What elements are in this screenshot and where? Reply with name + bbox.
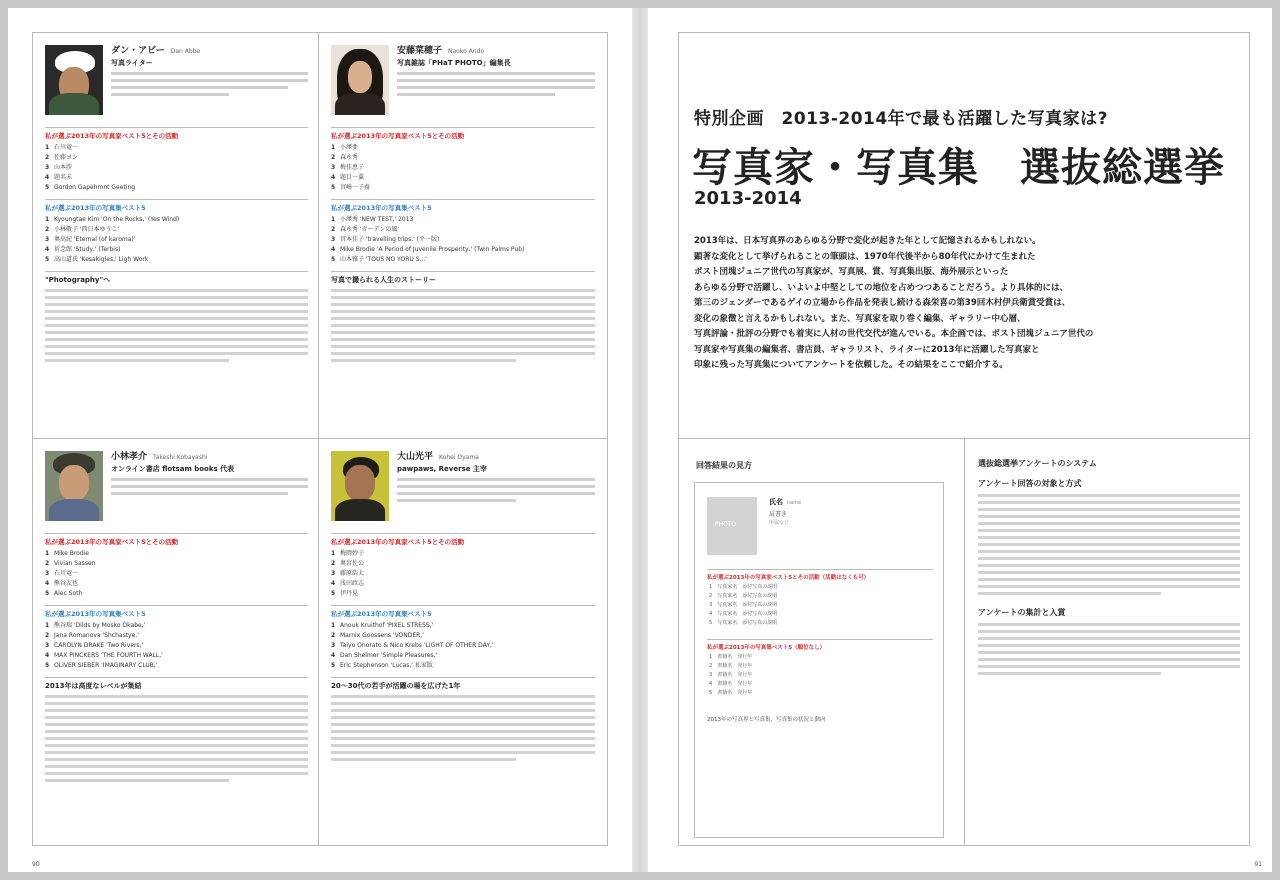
system-subheading-1: アンケート回答の対象と方式 xyxy=(978,479,1082,488)
list-item: 1 石川竜一 xyxy=(45,144,79,151)
list-item: 2 森永秀 xyxy=(331,154,359,161)
how-to-read-heading: 回答結果の見方 xyxy=(696,461,752,470)
best-books-heading: 私が選ぶ2013年の写真集ベスト5 xyxy=(331,605,595,619)
book-list xyxy=(45,215,308,265)
best-books-heading: 私が選ぶ2013年の写真集ベスト5 xyxy=(45,605,308,619)
list-item: 1 写真家名 添付写真の説明 xyxy=(709,584,778,590)
best-photographers-heading: 私が選ぶ2013年の写真家ベスト5とその活動 xyxy=(45,127,308,141)
photographer-list xyxy=(331,549,595,599)
list-item: 4 題目一翼 xyxy=(331,174,365,181)
list-item: 5 書籍名 発行年 xyxy=(709,690,753,696)
system-section xyxy=(978,458,1240,675)
list-item: 3 奥高紀 'Eternal (of karoma)' xyxy=(45,236,136,243)
essay-heading: 2013年は高度なレベルが集結 xyxy=(45,677,308,691)
profile-photo xyxy=(45,45,103,115)
system-text-1 xyxy=(978,494,1240,595)
list-item: 4 浅田政志 xyxy=(331,580,365,587)
list-item: 4 Dan Shelmer 'Simple Pleasures,' xyxy=(331,652,438,659)
left-page xyxy=(8,8,632,872)
best-photographers-heading: 私が選ぶ2013年の写真家ベスト5とその活動 xyxy=(331,533,595,547)
lead-paragraph: 2013年は、日本写真界のあらゆる分野で変化が起きた年として記憶されるかもしれない。 顕著な変化として挙げられることの筆頭は、1970年代後半から80年代にかけて生まれた ポスト団塊ジュニア世代の写真家が、写真展、賞、写真集出版、海外展示といった あらゆる分野で活躍し、いよいよ中堅としての地位を占めつつあることだろう。より具体的には、 第三のジェンダーであるゲイの立場から作品を発表し続ける森栄喜の第39回木村伊兵衛賞受賞は、 変化の象徴と言えるかもしれない。また、写真家を取り巻く編集、ギャラリー中心層、 写真評論・批評の分野でも着実に人材の世代交代が進んでいる。本企画では、ポスト団塊ジュニア世代の 写真家や写真集の編集者、書店員、ギャラリスト、ライターに2013年に活躍した写真家と 印象に残った写真集についてアンケートを依頼した。その結果をここで紹介する。 xyxy=(694,236,1094,370)
list-item: 5 高山道氏 'Kesakigles,' Ligh Work xyxy=(45,256,149,263)
sample-footer: 2013年の写真界と写真集、写真集の状況と動向 xyxy=(707,717,826,723)
profile-card-takeshi-kobayashi xyxy=(33,439,318,843)
essay-text xyxy=(45,289,308,362)
list-item: 5 Eric Stephenson 'Lucas,' 私家版 xyxy=(331,662,433,669)
list-item: 3 書籍名 発行年 xyxy=(709,672,753,678)
feature-kicker: 特別企画 2013-2014年で最も活躍した写真家は? xyxy=(694,109,1109,129)
sample-name: 氏名 name xyxy=(769,498,802,506)
sample-org: 所属など xyxy=(769,520,790,526)
essay-heading: "Photography"へ xyxy=(45,271,308,285)
feature-years: 2013-2014 xyxy=(694,188,802,209)
spine-gutter xyxy=(632,8,648,872)
essay-heading: 20〜30代の若手が活躍の場を広げた1年 xyxy=(331,677,595,691)
profile-title: オンライン書店 flotsam books 代表 xyxy=(111,465,235,473)
list-item: 2 写真家名 添付写真の説明 xyxy=(709,593,778,599)
right-page xyxy=(648,8,1272,872)
list-item: 3 宮本佳子 'travelling trips,' (平一版) xyxy=(331,236,440,243)
photo-placeholder: PHOTO xyxy=(707,497,757,555)
list-item: 3 梅佳恵子 xyxy=(331,164,365,171)
list-item: 3 山本渉 xyxy=(45,164,73,171)
profile-name: 安藤菜穂子 Naoko Ando xyxy=(397,46,485,56)
list-item: 1 Kyoungtae Kim 'On the Rocks,' (Yes Wind) xyxy=(45,216,180,223)
essay-heading: 写真で撮られる人生のストーリー xyxy=(331,271,595,285)
profile-card-kohei-oyama xyxy=(319,439,605,843)
list-item: 2 Marnix Goossens 'VONDER,' xyxy=(331,632,424,639)
list-item: 4 写真家名 添付写真の説明 xyxy=(709,611,778,617)
profile-name: 小林孝介 Takeshi Kobayashi xyxy=(111,452,208,462)
sample-books-heading: 私が選ぶ2013年の写真集ベスト5（順位なし） xyxy=(707,639,933,651)
list-item: 5 Alec Soth xyxy=(45,590,83,597)
profile-photo xyxy=(331,451,389,521)
book-list xyxy=(45,621,308,671)
list-item: 4 祈念館 'Study,' (Terbis) xyxy=(45,246,121,253)
profile-card-naoko-ando xyxy=(319,33,605,437)
sample-role: 肩書き xyxy=(769,511,788,518)
feature-title: 写真家・写真集 選抜総選挙 xyxy=(692,145,1225,191)
list-item: 4 熊谷友也 xyxy=(45,580,79,587)
list-item: 5 写真家名 添付写真の説明 xyxy=(709,620,778,626)
profile-name: 大山光平 Kohei Oyama xyxy=(397,452,479,462)
list-item: 5 伊丹晃 xyxy=(331,590,359,597)
list-item: 3 藤原浩太 xyxy=(331,570,365,577)
photographer-list xyxy=(331,143,595,193)
list-item: 2 奥宮佐公 xyxy=(331,560,365,567)
list-item: 2 佐藤ヨシ xyxy=(45,154,79,161)
best-books-heading: 私が選ぶ2013年の写真集ベスト5 xyxy=(45,199,308,213)
list-item: 3 石川竜一 xyxy=(45,570,79,577)
system-heading: 選抜総選挙アンケートのシステム xyxy=(978,459,1097,468)
list-item: 4 書籍名 発行年 xyxy=(709,681,753,687)
list-item: 1 小澤亜 xyxy=(331,144,359,151)
profile-photo xyxy=(331,45,389,115)
best-books-heading: 私が選ぶ2013年の写真集ベスト5 xyxy=(331,199,595,213)
list-item: 5 山本雅子 'TOUS NO YORU S...' xyxy=(331,256,427,263)
system-subheading-2: アンケートの集計と入賞 xyxy=(978,608,1066,617)
photographer-list xyxy=(45,143,308,193)
list-item: 1 書籍名 発行年 xyxy=(709,654,753,660)
list-item: 4 題名未 xyxy=(45,174,73,181)
profile-title: 写真ライター xyxy=(111,59,153,67)
column-divider xyxy=(964,438,965,846)
list-item: 5 Gordon Gapehmnt Geeting xyxy=(45,184,136,191)
list-item: 1 熊谷瑞 'Dilds by Mosko Okabe,' xyxy=(45,622,146,629)
list-item: 3 写真家名 添付写真の説明 xyxy=(709,602,778,608)
profile-title: pawpaws, Reverse 主宰 xyxy=(397,465,487,473)
list-item: 2 小林敬子 '西日本ゆうこ' xyxy=(45,226,120,233)
book-list xyxy=(331,621,595,671)
essay-text xyxy=(331,289,595,362)
photographer-list xyxy=(45,549,308,599)
sample-photographers-heading: 私が選ぶ2013年の写真家ベスト5とその活動（活動はなくも可） xyxy=(707,569,933,581)
page-number-left: 90 xyxy=(32,861,40,868)
list-item: 3 Taiyo Onorato & Nico Krebs 'LIGHT OF OTHER DAY,' xyxy=(331,642,494,649)
profile-card-dan-abbe xyxy=(33,33,318,437)
list-item: 4 MAX PINCKERS 'THE FOURTH WALL,' xyxy=(45,652,163,659)
profile-photo xyxy=(45,451,103,521)
list-item: 1 Anouk Kruithof 'PIXEL STRESS,' xyxy=(331,622,434,629)
list-item: 2 書籍名 発行年 xyxy=(709,663,753,669)
best-photographers-heading: 私が選ぶ2013年の写真家ベスト5とその活動 xyxy=(331,127,595,141)
best-photographers-heading: 私が選ぶ2013年の写真家ベスト5とその活動 xyxy=(45,533,308,547)
list-item: 5 宮崎一子養 xyxy=(331,184,371,191)
essay-text xyxy=(45,695,308,782)
sample-answer-card xyxy=(694,482,944,838)
profile-title: 写真雑誌「PHaT PHOTO」編集長 xyxy=(397,59,511,67)
profile-name: ダン・アビー Dan Abbe xyxy=(111,46,201,56)
system-text-2 xyxy=(978,623,1240,675)
list-item: 1 Mike Brodie xyxy=(45,550,89,557)
list-item: 2 Vivian Sassen xyxy=(45,560,96,567)
list-item: 2 Jana Romanova 'Shchastye,' xyxy=(45,632,139,639)
list-item: 4 Mike Brodie 'A Period of Juvenile Prosperity,' (Twin Palms Pub) xyxy=(331,246,525,253)
essay-text xyxy=(331,695,595,761)
list-item: 2 森永秀 'ガーデンの風' xyxy=(331,226,400,233)
list-item: 1 小澤秀 'NEW TEST,' 2013 xyxy=(331,216,414,223)
list-item: 5 OLIVER SIEBER 'IMAGINARY CLUB,' xyxy=(45,662,158,669)
page-number-right: 91 xyxy=(1254,861,1262,868)
list-item: 1 梅岡妙子 xyxy=(331,550,365,557)
book-list xyxy=(331,215,595,265)
list-item: 3 CAROLYN DRAKE 'Two Rivers,' xyxy=(45,642,144,649)
